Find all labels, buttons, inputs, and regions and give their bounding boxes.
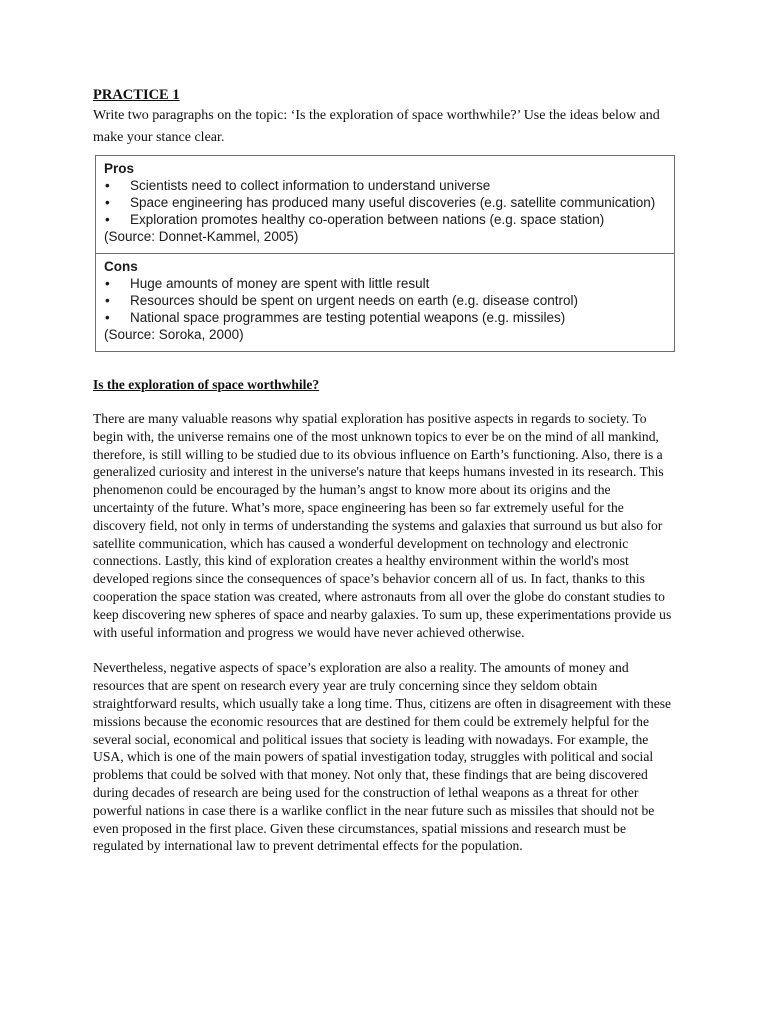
bullet-icon: • [105, 293, 110, 308]
cons-title: Cons [104, 259, 138, 274]
cons-item-text: Huge amounts of money are spent with little result [130, 276, 430, 291]
pros-item [104, 177, 666, 194]
cons-item-text: Resources should be spent on urgent needs on earth (e.g. disease control) [130, 293, 579, 308]
cons-item [104, 275, 666, 292]
pros-item-text: Space engineering has produced many useful discoveries (e.g. satellite communication) [130, 195, 656, 210]
bullet-icon: • [105, 195, 110, 210]
cons-source: (Source: Soroka, 2000) [104, 327, 244, 342]
essay-paragraph-pros: There are many valuable reasons why spatial exploration has positive aspects in regards to society. To begin with, the universe remains one of the most unknown topics to ever be on the mind of all mankind, therefore, is still willing to be studied due to its obvious influence on Earth’s functioning. Also, there is a generalized curiosity and interest in the universe's nature that keeps humans invested in its research. This phenomenon could be encouraged by the human’s angst to know more about its origins and the uncertainty of the future. What’s more, space engineering has been so far extremely useful for the discovery field, not only in terms of understanding the systems and galaxies that surround us but also for satellite communication, which has caused a wonderful development on technology and electronic connections. Lastly, this kind of exploration creates a healthy environment within the world's most developed regions since the consequences of space’s behavior concern all of us. In fact, thanks to this cooperation the space station was created, where astronauts from all over the globe do constant studies to keep discovering new spheres of space and nearby galaxies. To sum up, these experimentations provide us with useful information and progress we would have never achieved otherwise. [93, 411, 672, 640]
pros-source: (Source: Donnet-Kammel, 2005) [104, 229, 299, 244]
bullet-icon: • [105, 212, 110, 227]
cons-item-text: National space programmes are testing potential weapons (e.g. missiles) [130, 310, 566, 325]
pros-list [104, 177, 666, 228]
practice-instruction: Write two paragraphs on the topic: ‘Is the exploration of space worthwhile?’ Use the ideas below and make your stance clear. [93, 108, 660, 145]
bullet-icon: • [105, 310, 110, 325]
pros-item [104, 194, 666, 211]
pros-cons-table [95, 155, 675, 352]
document-page [93, 86, 675, 873]
cons-item [104, 309, 666, 326]
pros-item-text: Scientists need to collect information to understand universe [130, 178, 491, 193]
bullet-icon: • [105, 276, 110, 291]
cons-section [96, 253, 674, 351]
cons-list [104, 275, 666, 326]
practice-heading: PRACTICE 1 [93, 87, 180, 103]
cons-item [104, 292, 666, 309]
pros-title: Pros [104, 161, 135, 176]
pros-item-text: Exploration promotes healthy co-operation between nations (e.g. space station) [130, 212, 605, 227]
pros-item [104, 211, 666, 228]
essay-paragraph-cons: Nevertheless, negative aspects of space’s exploration are also a reality. The amounts of money and resources that are spent on research every year are truly concerning since they seldom obtain straightforward results, which usually take a long time. Thus, citizens are often in disagreement with these missions because the economic resources that are destined for them could be extremely helpful for the several social, economical and political issues that society is leading with nowadays. For example, the USA, which is one of the main powers of spatial investigation today, struggles with political and social problems that could be solved with that money. Not only that, these findings that are being discovered during decades of research are being used for the construction of lethal weapons as a threat for other powerful nations in case there is a warlike conflict in the near future such as missiles that should not be even proposed in the first place. Given these circumstances, spatial missions and research must be regulated by international law to prevent detrimental effects for the population. [93, 660, 672, 854]
pros-section [96, 156, 674, 253]
essay-title: Is the exploration of space worthwhile? [93, 377, 320, 392]
bullet-icon: • [105, 178, 110, 193]
